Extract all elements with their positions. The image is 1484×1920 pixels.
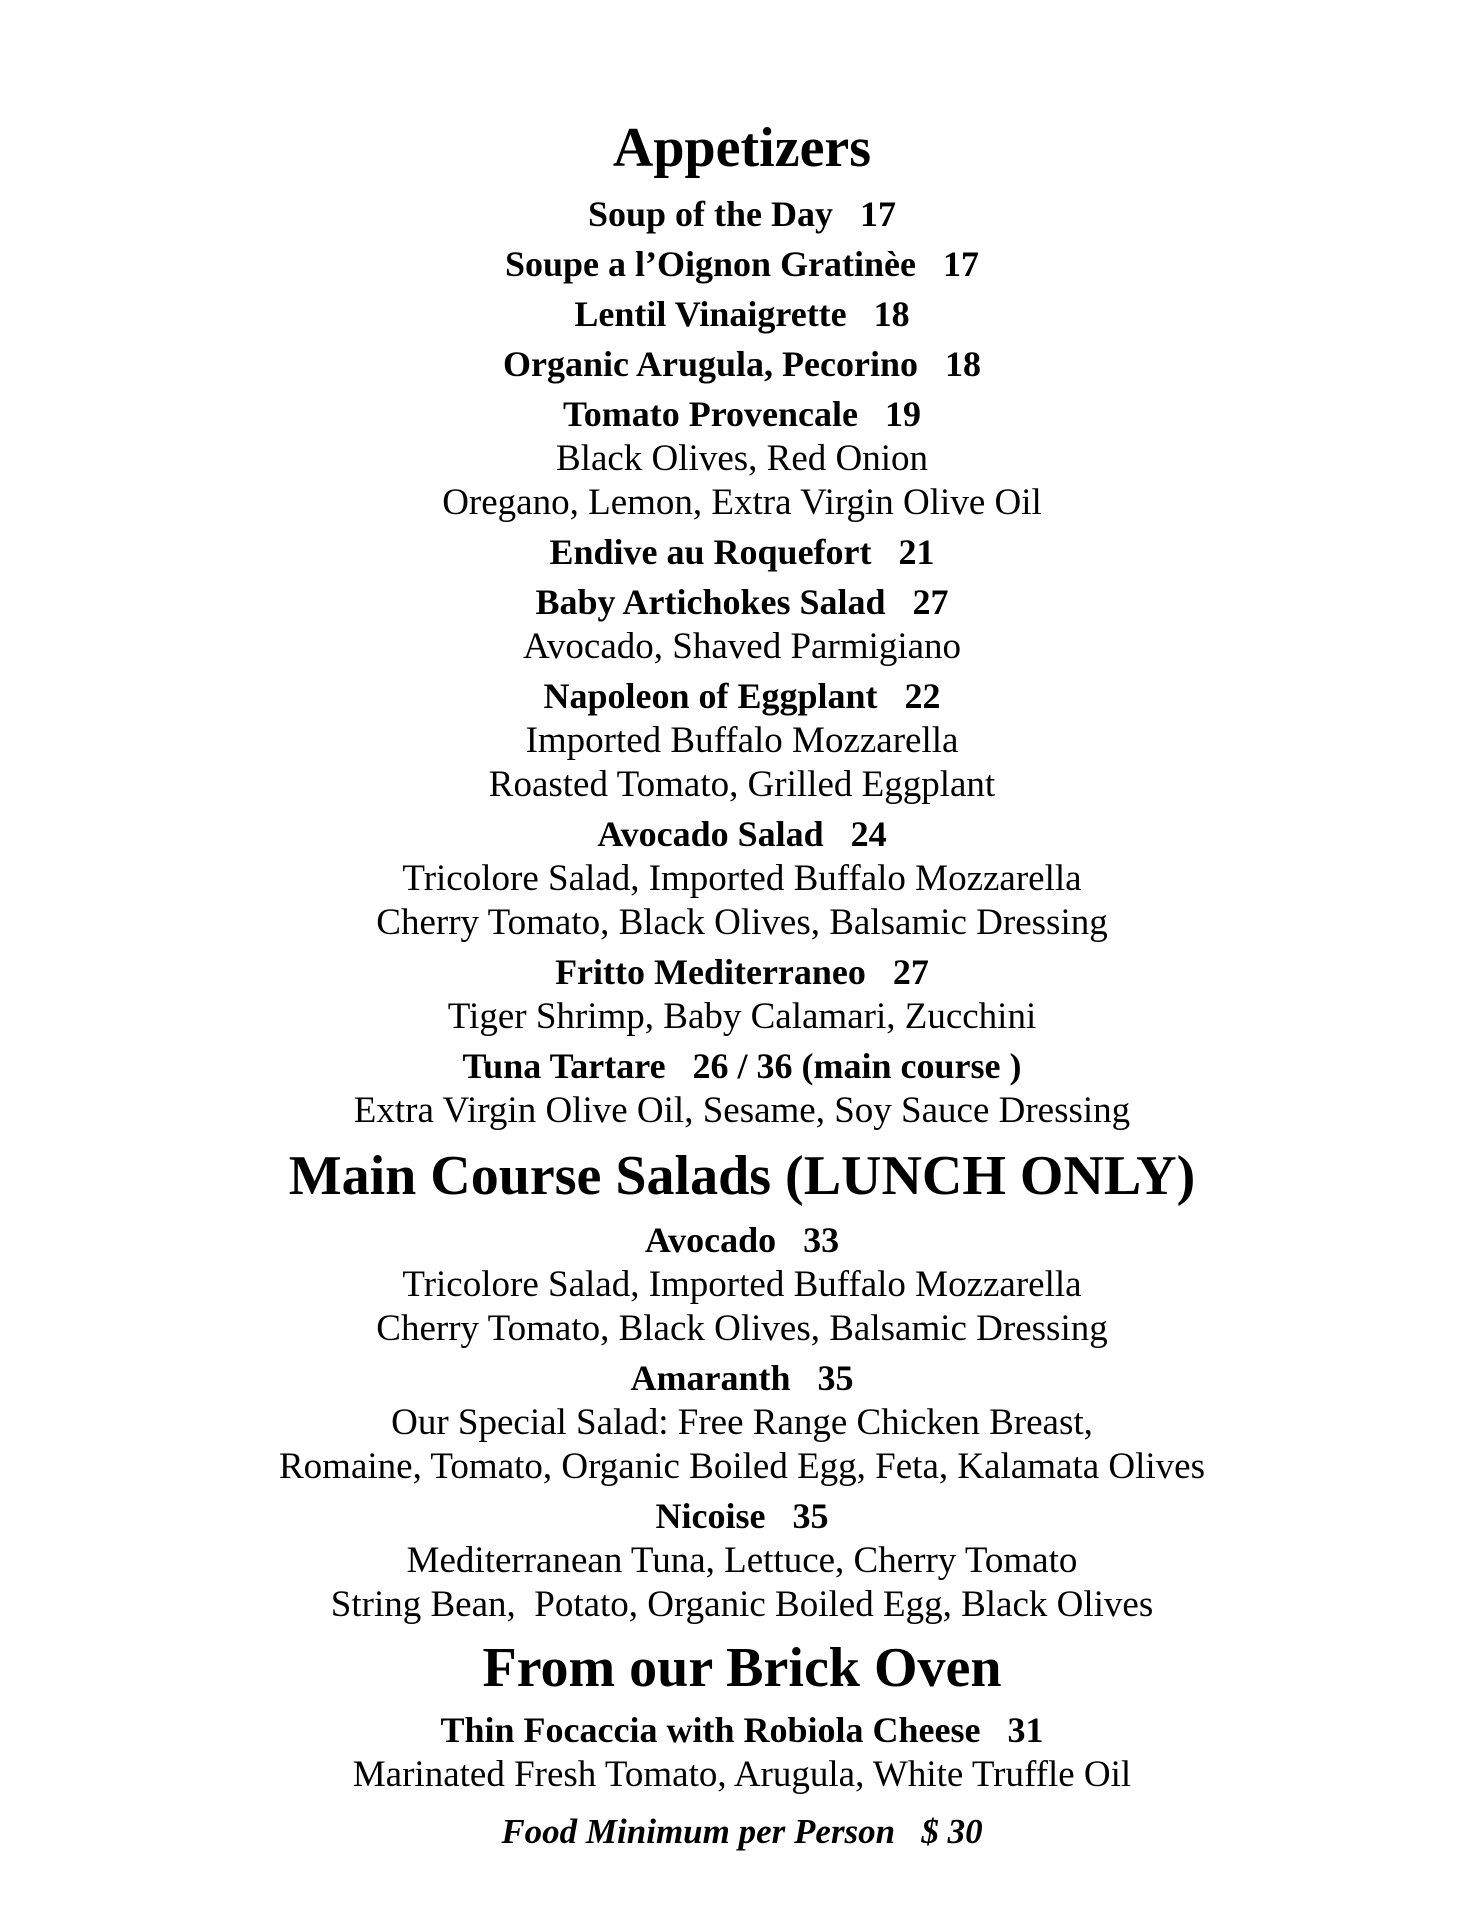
menu-item-title: Avocado Salad 24 (597, 814, 887, 854)
menu-item-description: Avocado, Shaved Parmigiano (522, 626, 962, 667)
menu-item-description: Tiger Shrimp, Baby Calamari, Zucchini (447, 996, 1037, 1037)
section-title-main-course-salads: Main Course Salads (LUNCH ONLY) (288, 1145, 1196, 1207)
menu-item-description: Black Olives, Red Onion (555, 438, 928, 479)
menu-item-description: Roasted Tomato, Grilled Eggplant (488, 764, 996, 805)
menu-item-title: Endive au Roquefort 21 (549, 532, 935, 572)
menu-item-description: Marinated Fresh Tomato, Arugula, White Truffle Oil (352, 1754, 1132, 1795)
menu-item-title: Baby Artichokes Salad 27 (535, 582, 949, 622)
menu-item-title: Avocado 33 (644, 1220, 840, 1260)
section-title-appetizers: Appetizers (612, 117, 872, 179)
menu-item-description: String Bean, Potato, Organic Boiled Egg, Black Olives (330, 1584, 1154, 1625)
menu-item-title: Lentil Vinaigrette 18 (574, 294, 910, 334)
menu-item-title: Amaranth 35 (630, 1358, 854, 1398)
menu-item-title: Soup of the Day 17 (587, 194, 897, 234)
menu-item-title: Fritto Mediterraneo 27 (555, 952, 929, 992)
menu-item-description: Extra Virgin Olive Oil, Sesame, Soy Sauce Dressing (353, 1090, 1131, 1131)
menu-item-description: Mediterranean Tuna, Lettuce, Cherry Tomato (406, 1540, 1078, 1581)
menu-item-title: Napoleon of Eggplant 22 (543, 676, 941, 716)
menu-item-description: Romaine, Tomato, Organic Boiled Egg, Feta, Kalamata Olives (279, 1446, 1205, 1487)
menu-item-description: Tricolore Salad, Imported Buffalo Mozzarella (402, 1264, 1082, 1305)
menu-item-title: Soupe a l’Oignon Gratinèe 17 (504, 244, 980, 284)
menu-item-description: Oregano, Lemon, Extra Virgin Olive Oil (442, 482, 1042, 523)
food-minimum-note: Food Minimum per Person $ 30 (501, 1812, 983, 1851)
menu-item-description: Cherry Tomato, Black Olives, Balsamic Dressing (376, 1308, 1108, 1349)
menu-item-title: Tuna Tartare 26 / 36 (main course ) (462, 1046, 1022, 1086)
menu-item-description: Our Special Salad: Free Range Chicken Breast, (391, 1402, 1093, 1443)
menu-item-description: Imported Buffalo Mozzarella (525, 720, 959, 761)
menu-item-description: Tricolore Salad, Imported Buffalo Mozzarella (402, 858, 1082, 899)
menu-item-title: Thin Focaccia with Robiola Cheese 31 (440, 1710, 1044, 1750)
section-title-brick-oven: From our Brick Oven (482, 1637, 1002, 1699)
menu-item-title: Tomato Provencale 19 (563, 394, 921, 434)
menu-item-title: Nicoise 35 (655, 1496, 829, 1536)
menu-item-title: Organic Arugula, Pecorino 18 (503, 344, 981, 384)
menu-item-description: Cherry Tomato, Black Olives, Balsamic Dressing (376, 902, 1108, 943)
